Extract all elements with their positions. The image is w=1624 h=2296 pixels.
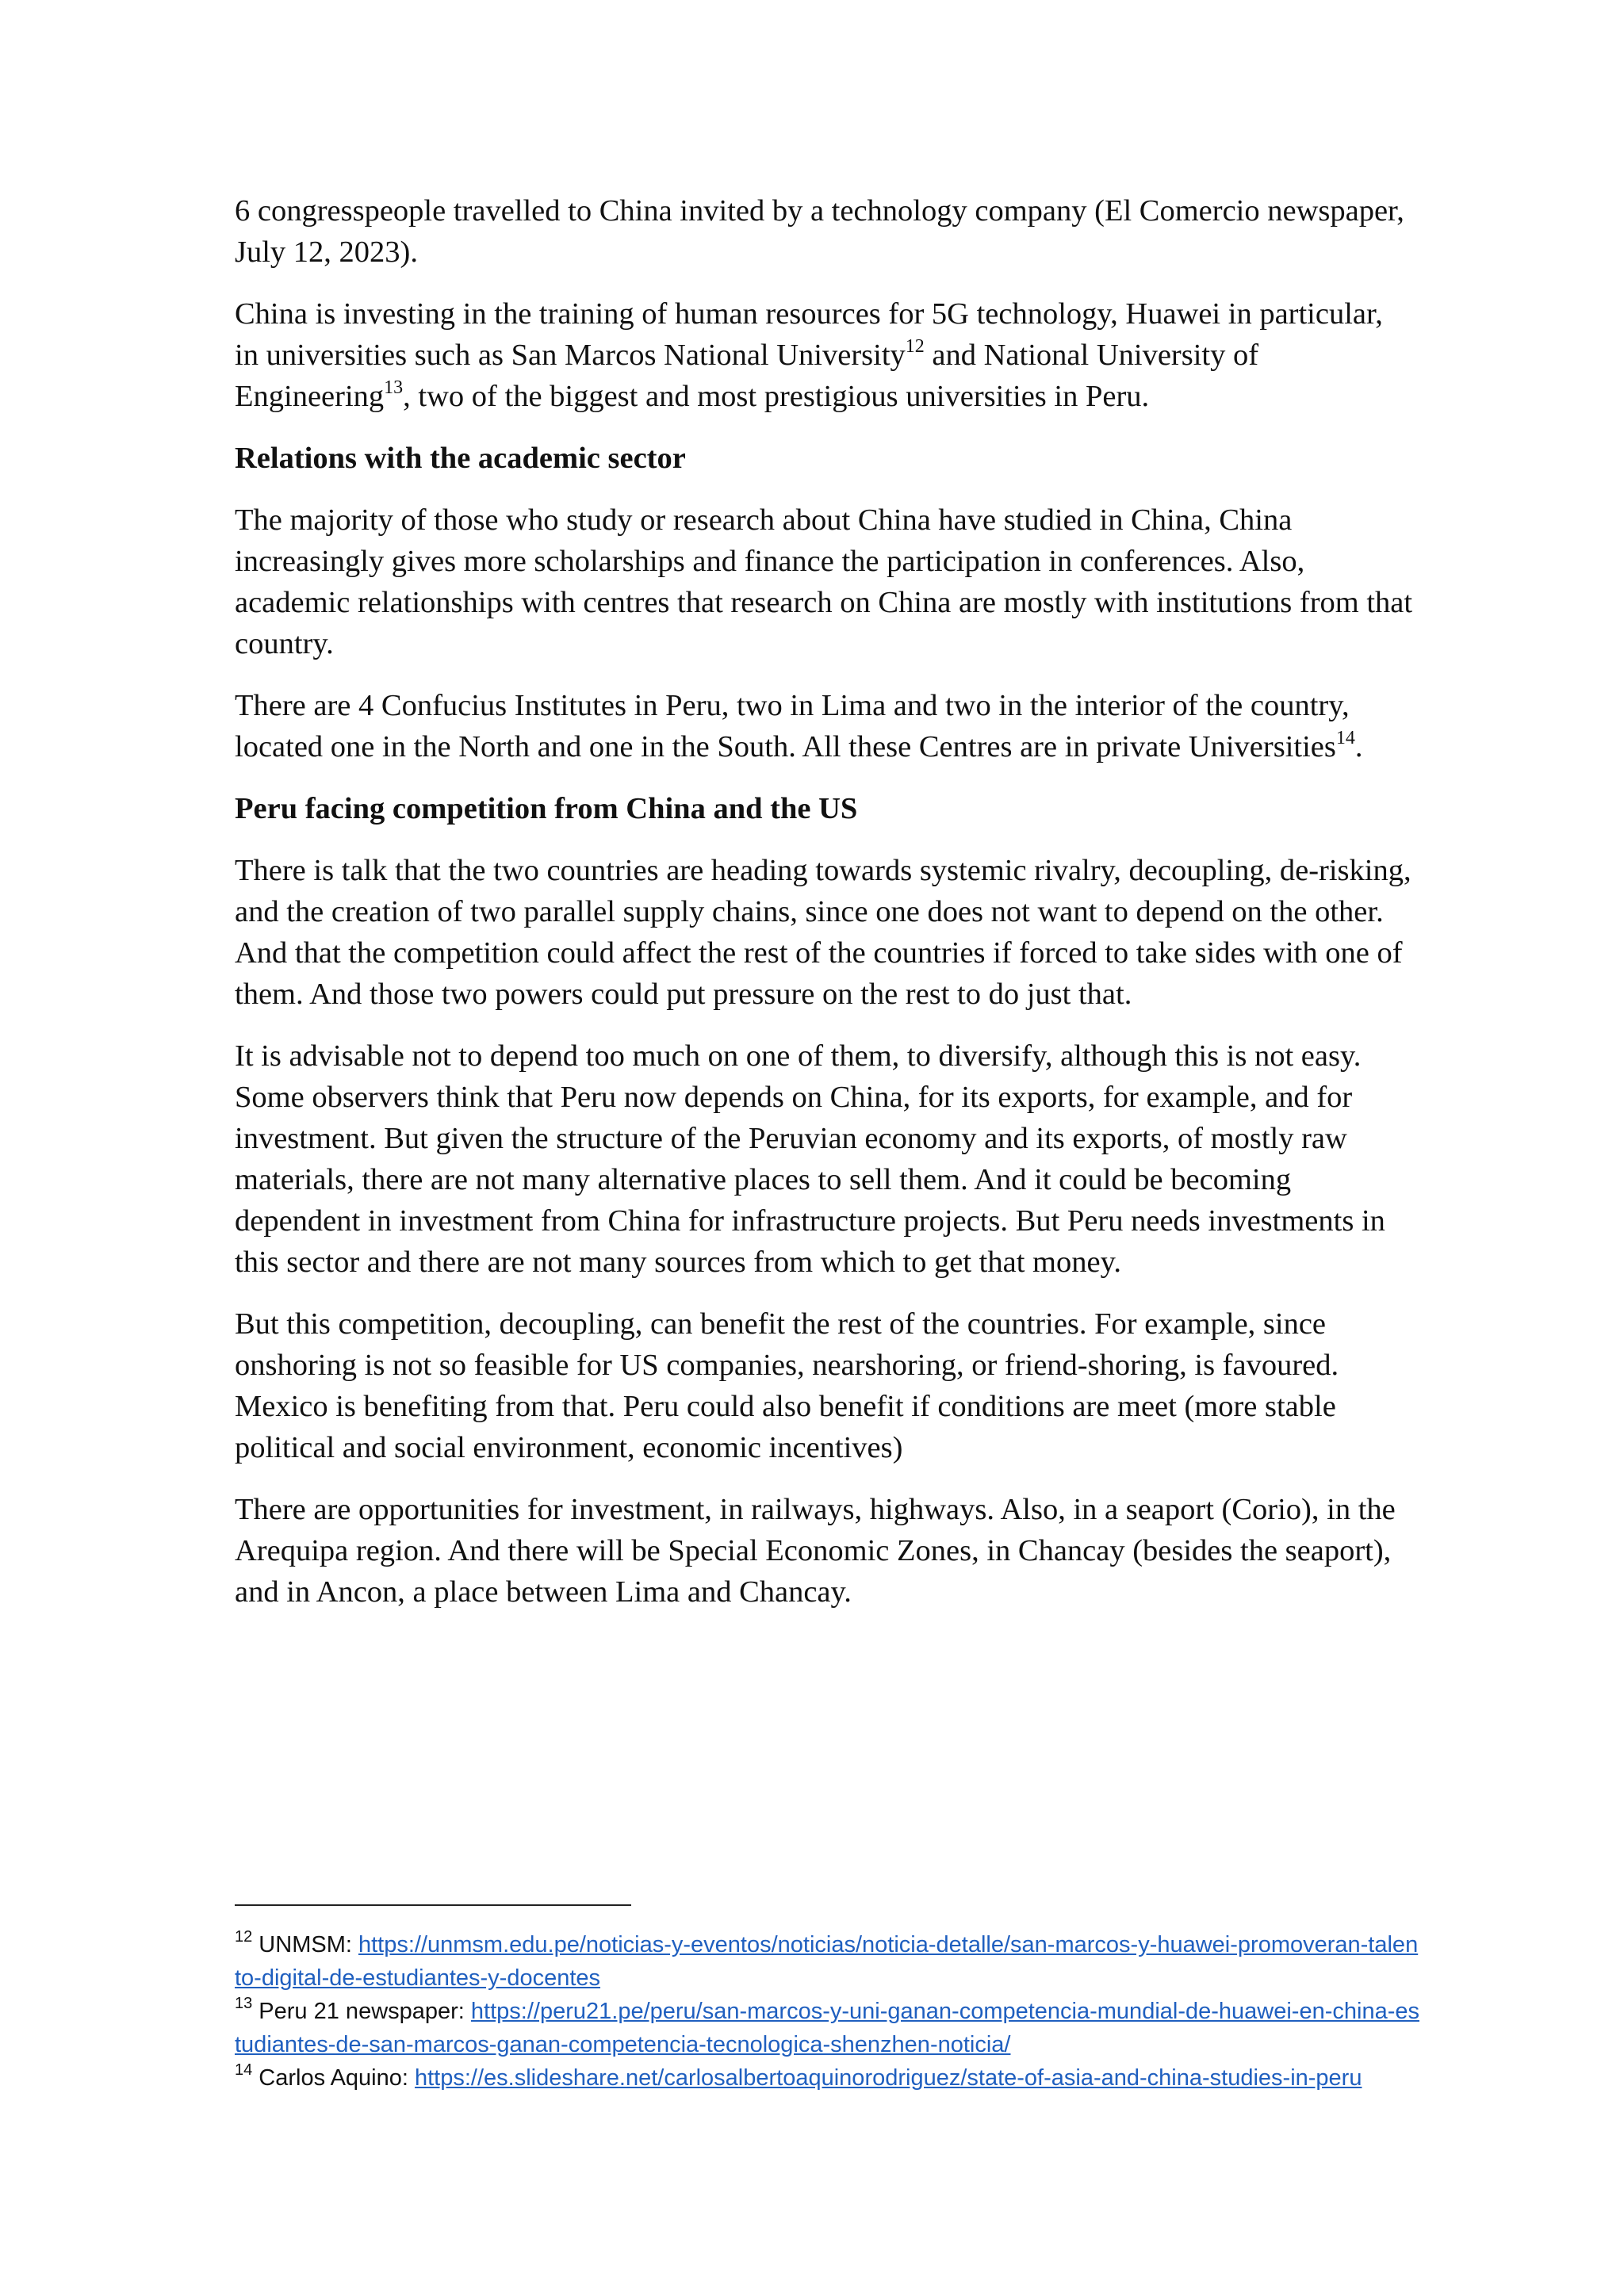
paragraph-text: There are 4 Confucius Institutes in Peru, two in Lima and two in the interior of the country, located one in the North and one in the South. All these Centres are in private Universities: [235, 689, 1350, 763]
paragraph-text: .: [1354, 730, 1363, 763]
paragraph-congresspeople: 6 congresspeople travelled to China invited by a technology company (El Comercio newspaper, July 12, 2023).: [235, 194, 1404, 269]
footnotes-section: [235, 1904, 1424, 2095]
footnote-number: 13: [235, 1995, 253, 2013]
footnote-link[interactable]: https://es.slideshare.net/carlosalbertoaquinorodriguez/state-of-asia-and-china-studies-in-peru: [414, 2065, 1362, 2091]
footnote-14: [235, 2061, 1424, 2095]
footnote-label: Peru 21 newspaper:: [252, 1999, 471, 2024]
paragraph-text: and National University of Engineering: [235, 339, 1259, 413]
footnote-12: [235, 1928, 1424, 1995]
footnote-13: [235, 1995, 1424, 2061]
paragraph-text: , two of the biggest and most prestigious universities in Peru.: [403, 380, 1150, 413]
footnote-divider: [235, 1904, 631, 1906]
document-body: [235, 190, 1413, 1633]
paragraph-systemic-rivalry: There is talk that the two countries are heading towards systemic rivalry, decoupling, de-risking, and the creation of two parallel supply chains, since one does not want to depend on the other. And that the competition could affect the rest of the countries if forced to take sides with one of them. And those two powers could put pressure on the rest to do just that.: [235, 854, 1411, 1011]
footnote-ref-12[interactable]: 12: [905, 336, 925, 358]
paragraph-diversify: It is advisable not to depend too much on one of them, to diversify, although this is not easy. Some observers think that Peru now depends on China, for its exports, for example, and for investment. But given the structure of the Peruvian economy and its exports, of mostly raw materials, there are not many alternative places to sell them. And it could be becoming dependent in investment from China for infrastructure projects. But Peru needs investments in this sector and there are not many sources from which to get that money.: [235, 1039, 1385, 1279]
heading-academic-sector: Relations with the academic sector: [235, 442, 686, 475]
footnote-number: 12: [235, 1928, 253, 1946]
paragraph-benefit: But this competition, decoupling, can benefit the rest of the countries. For example, since onshoring is not so feasible for US companies, nearshoring, or friend-shoring, is favoured. Mexico is benefiting from that. Peru could also benefit if conditions are meet (more stable political and social environment, economic incentives): [235, 1307, 1339, 1464]
paragraph-academic-study: The majority of those who study or research about China have studied in China, China increasingly gives more scholarships and finance the participation in conferences. Also, academic relationships with centres that research on China are mostly with institutions from that country.: [235, 503, 1413, 660]
paragraph-china-investing: [235, 293, 1413, 417]
paragraph-text: China is investing in the training of human resources for 5G technology, Huawei in particular, in universities such as San Marcos National University: [235, 297, 1383, 372]
footnote-number: 14: [235, 2061, 253, 2080]
footnote-label: Carlos Aquino:: [252, 2065, 415, 2091]
heading-competition: Peru facing competition from China and the US: [235, 792, 858, 825]
footnote-ref-14[interactable]: 14: [1335, 728, 1355, 749]
paragraph-opportunities: There are opportunities for investment, in railways, highways. Also, in a seaport (Corio), in the Arequipa region. And there will be Special Economic Zones, in Chancay (besides the seaport), and in Ancon, a place between Lima and Chancay.: [235, 1493, 1396, 1609]
footnote-link[interactable]: https://unmsm.edu.pe/noticias-y-eventos/noticias/noticia-detalle/san-marcos-y-huawei-promoveran-talento-digital-de-estudiantes-y-docentes: [235, 1932, 1419, 1991]
footnote-ref-13[interactable]: 13: [384, 377, 404, 399]
paragraph-confucius-institutes: [235, 685, 1413, 767]
footnote-link[interactable]: https://peru21.pe/peru/san-marcos-y-uni-ganan-competencia-mundial-de-huawei-en-china-estudiantes-de-san-marcos-ganan-competencia-tecnologica-shenzhen-noticia/: [235, 1999, 1419, 2057]
footnote-label: UNMSM:: [252, 1932, 358, 1957]
